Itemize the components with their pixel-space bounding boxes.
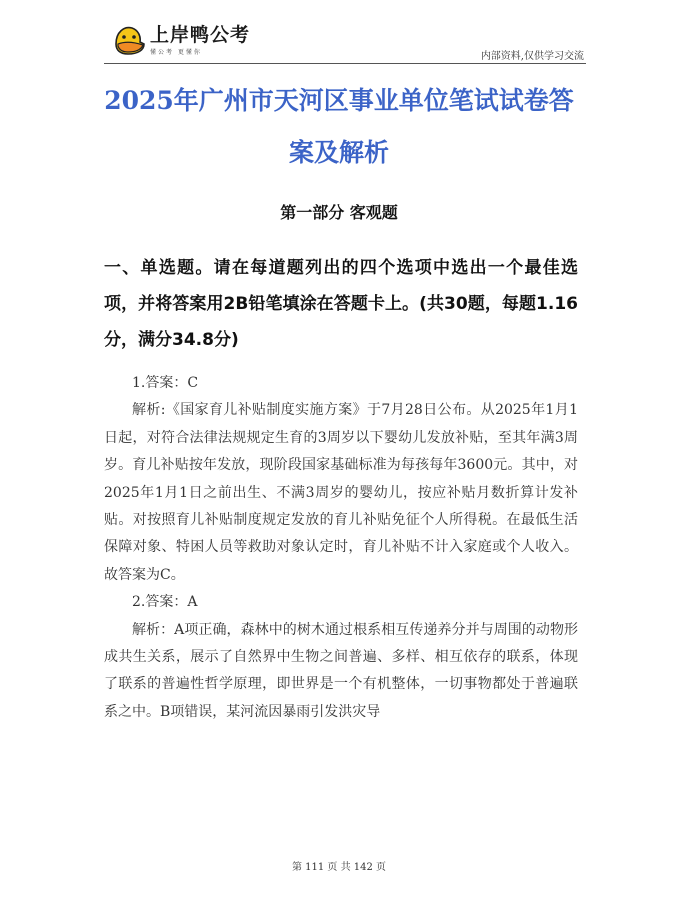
section-heading: 一、单选题。请在每道题列出的四个选项中选出一个最佳选项，并将答案用2B铅笔填涂在答题卡上。(共30题，每题1.16分，满分34.8分) [104,258,578,350]
brand-slogan: 懂公考 更懂你 [150,48,202,56]
question-2-answer: 2.答案：A [132,594,198,611]
document-title-line-1: 2025年广州市天河区事业单位笔试试卷答 [104,86,574,115]
document-title-line-2: 案及解析 [288,138,389,167]
page-header [0,0,678,70]
brand-logo [110,24,250,56]
question-list [104,370,578,726]
page-footer: 第 111 页 共 142 页 [291,862,387,873]
internal-use-note: 内部资料,仅供学习交流 [480,51,584,62]
brand-name: 上岸鸭公考 [150,23,251,46]
part-heading: 第一部分 客观题 [280,203,398,222]
question-1-answer: 1.答案：C [132,375,199,391]
question-2-analysis: 解析：A项正确，森林中的树木通过根系相互传递养分并与周围的动物形成共生关系，展示了自然界中生物之间普遍、多样、相互依存的联系，体现了联系的普遍性哲学原理，即世界是一个有机整体，一切事物都处于普遍联系之中。B项错误，某河流因暴雨引发洪灾导 [104,621,578,720]
question-1-analysis: 解析:《国家育儿补贴制度实施方案》于7月28日公布。从2025年1月1日起，对符合法律法规规定生育的3周岁以下婴幼儿发放补贴，至其年满3周岁。育儿补贴按年发放，现阶段国家基础标准为每孩每年3600元。其中，对2025年1月1日之前出生、不满3周岁的婴幼儿，按应补贴月数折算计发补贴。对按照育儿补贴制度规定发放的育儿补贴免征个人所得税。在最低生活保障对象、特困人员等救助对象认定时，育儿补贴不计入家庭或个人收入。故答案为C。 [104,402,578,583]
brand-text [150,25,250,56]
header-divider [104,63,586,64]
duck-logo-icon [110,24,146,56]
